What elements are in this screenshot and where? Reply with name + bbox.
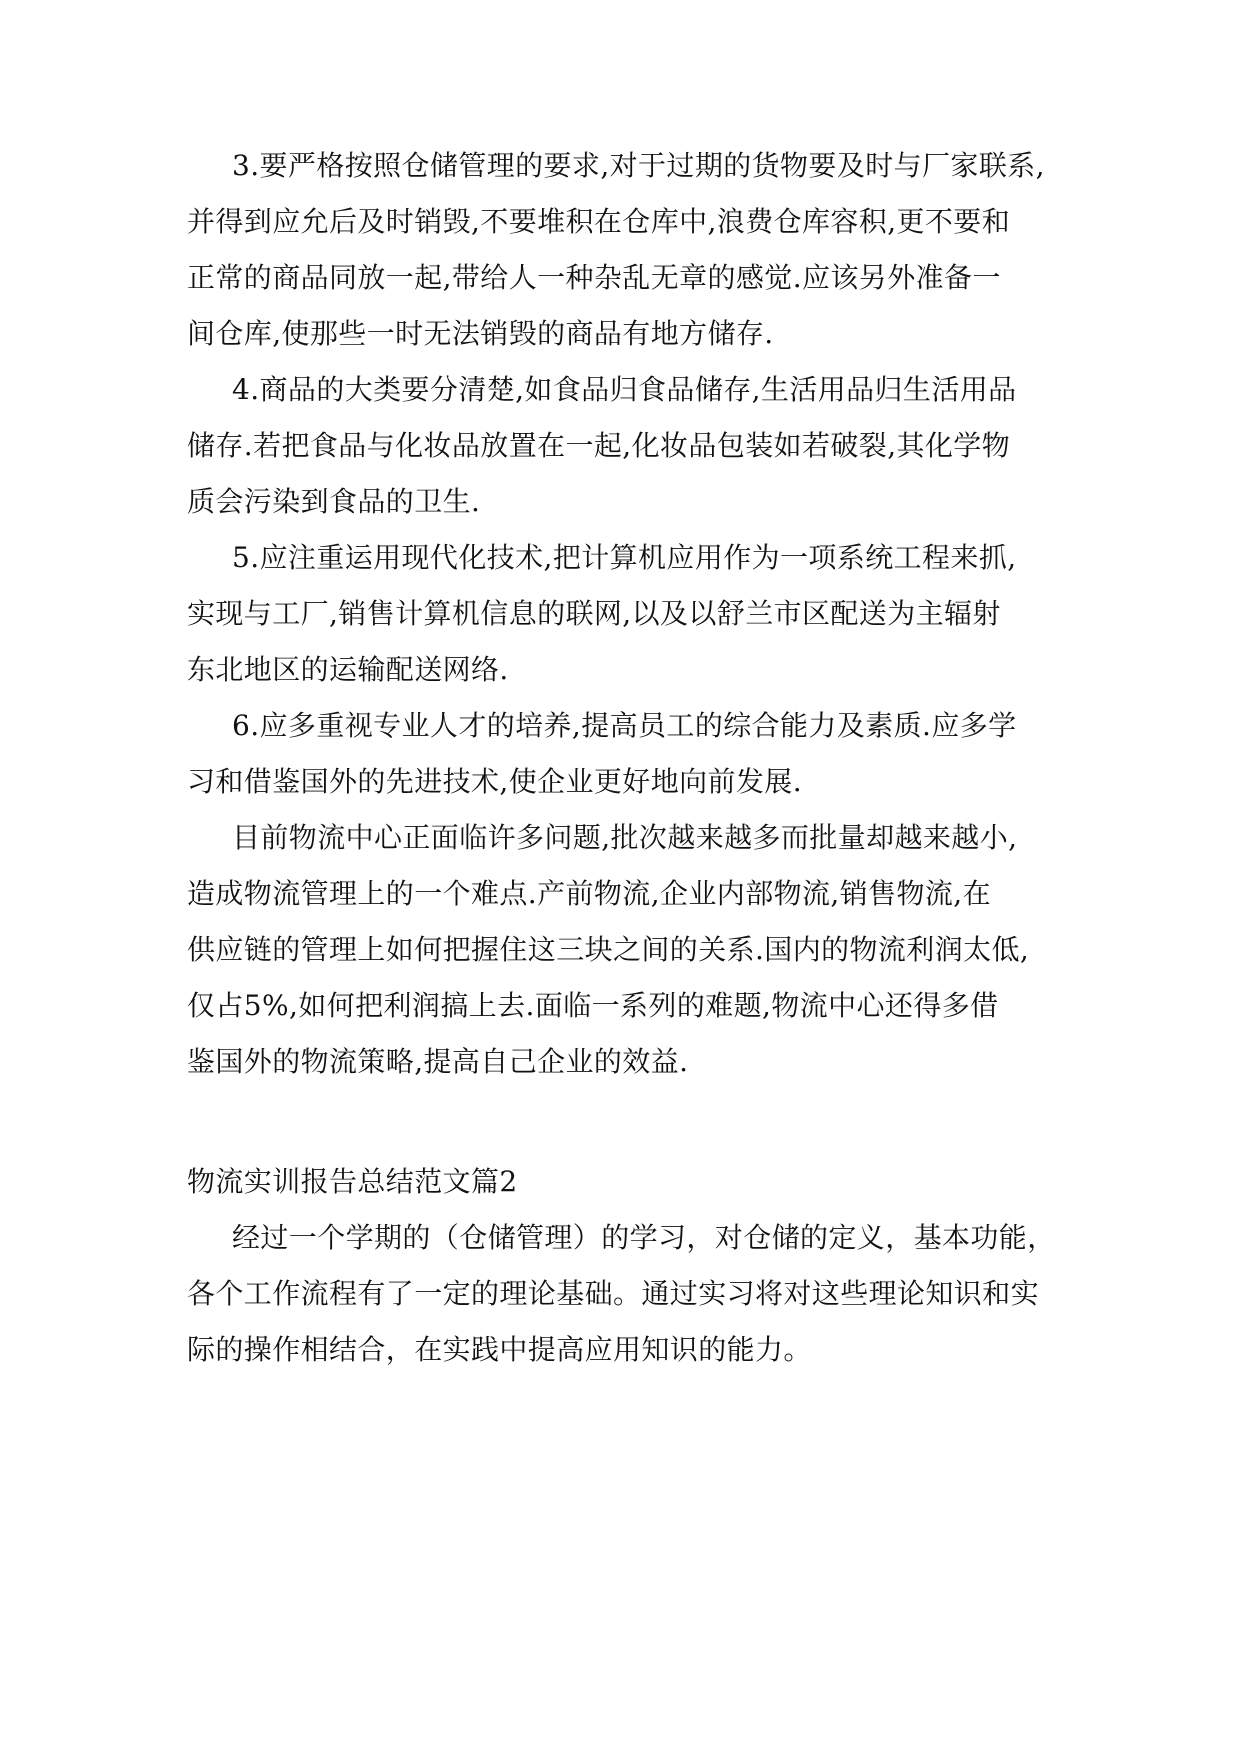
- section-paragraph-line-2: 各个工作流程有了一定的理论基础。通过实习将对这些理论知识和实: [187, 1277, 1040, 1310]
- paragraph-5-line-3: 供应链的管理上如何把握住这三块之间的关系.国内的物流利润太低,: [187, 933, 1030, 966]
- paragraph-5-line-2: 造成物流管理上的一个难点.产前物流,企业内部物流,销售物流,在: [187, 877, 992, 910]
- paragraph-2-line-1: 4.商品的大类要分清楚,如食品归食品储存,生活用品归生活用品: [232, 373, 1017, 406]
- paragraph-2-line-3: 质会污染到食品的卫生.: [187, 485, 481, 518]
- section-paragraph-line-3: 际的操作相结合，在实践中提高应用知识的能力。: [187, 1333, 812, 1366]
- paragraph-1-line-3: 正常的商品同放一起,带给人一种杂乱无章的感觉.应该另外准备一: [187, 261, 1001, 294]
- paragraph-5-line-1: 目前物流中心正面临许多问题,批次越来越多而批量却越来越小,: [232, 821, 1018, 854]
- paragraph-3-line-1: 5.应注重运用现代化技术,把计算机应用作为一项系统工程来抓,: [232, 541, 1017, 574]
- section-paragraph-line-1: 经过一个学期的（仓储管理）的学习，对仓储的定义，基本功能，: [232, 1221, 1056, 1254]
- paragraph-1-line-2: 并得到应允后及时销毁,不要堆积在仓库中,浪费仓库容积,更不要和: [187, 205, 1011, 238]
- section-heading: 物流实训报告总结范文篇2: [187, 1165, 518, 1198]
- paragraph-1-line-4: 间仓库,使那些一时无法销毁的商品有地方储存.: [187, 317, 774, 350]
- paragraph-4-line-2: 习和借鉴国外的先进技术,使企业更好地向前发展.: [187, 765, 803, 798]
- paragraph-1-line-1: 3.要严格按照仓储管理的要求,对于过期的货物要及时与厂家联系,: [232, 149, 1045, 182]
- paragraph-5-line-5: 鉴国外的物流策略,提高自己企业的效益.: [187, 1045, 689, 1078]
- paragraph-4-line-1: 6.应多重视专业人才的培养,提高员工的综合能力及素质.应多学: [232, 709, 1017, 742]
- paragraph-3-line-3: 东北地区的运输配送网络.: [187, 653, 509, 686]
- paragraph-3-line-2: 实现与工厂,销售计算机信息的联网,以及以舒兰市区配送为主辐射: [187, 597, 1001, 630]
- paragraph-2-line-2: 储存.若把食品与化妆品放置在一起,化妆品包装如若破裂,其化学物: [187, 429, 1011, 462]
- paragraph-5-line-4: 仅占5%,如何把利润搞上去.面临一系列的难题,物流中心还得多借: [187, 989, 999, 1022]
